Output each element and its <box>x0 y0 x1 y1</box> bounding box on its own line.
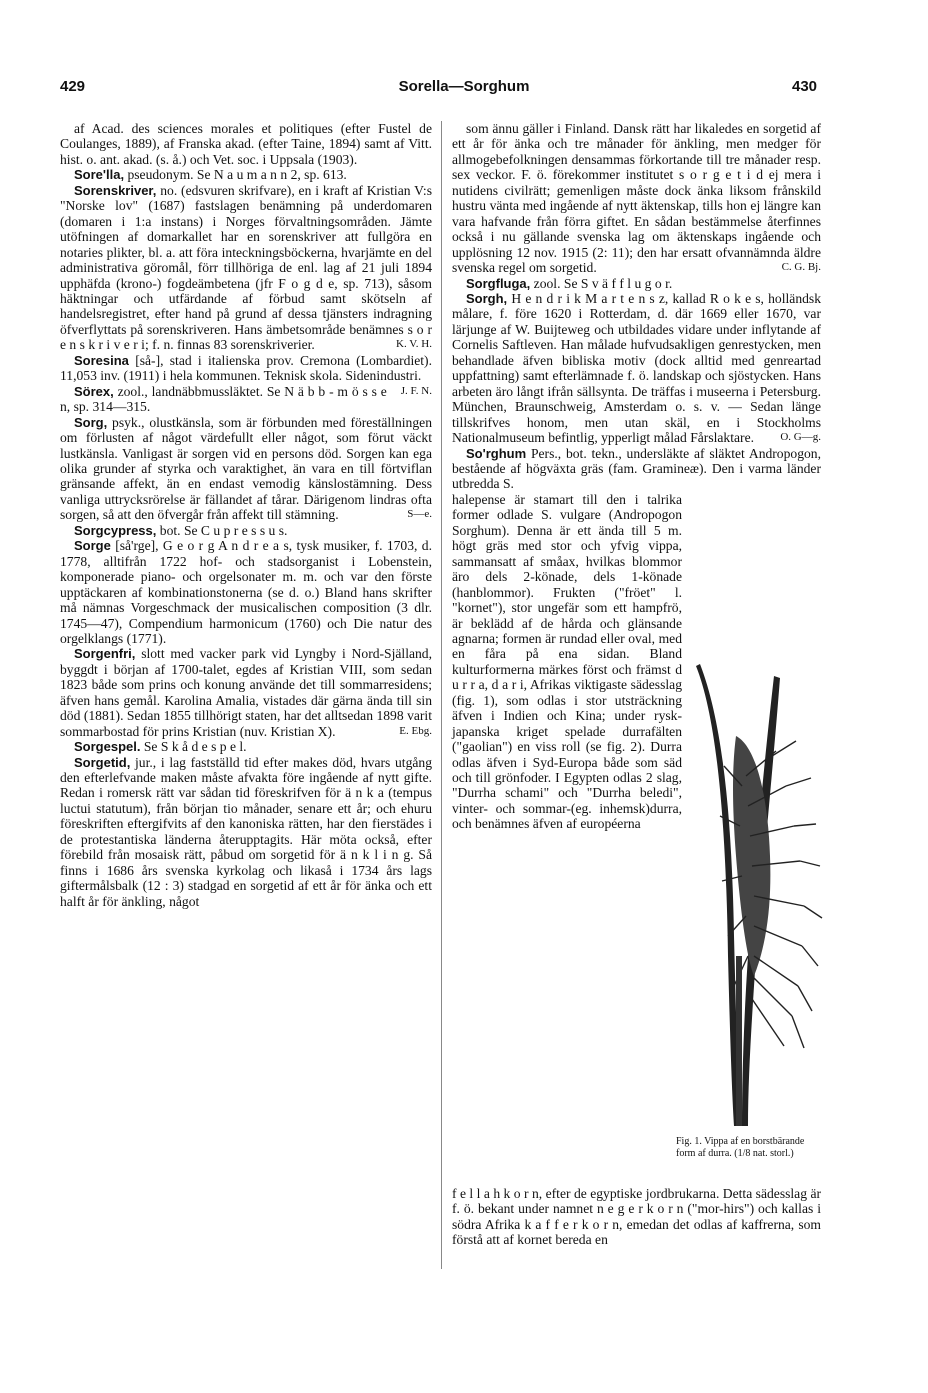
author-signature: C. G. Bj. <box>781 261 821 274</box>
dictionary-entry <box>60 739 432 754</box>
entry-text: zool. Se S v ä f f l u g o r. <box>530 275 673 291</box>
dictionary-entry <box>60 415 432 523</box>
entry-text: som ännu gäller i Finland. Dansk rätt har likaledes en sorgetid af ett år för änka och tre månader för änkling, men medger för allmogebefolkningen densammas förkortande till tre månader resp. sex veckor. F. ö. förekommer institutet s o r g e t i d ej mera i nutidens civilrätt; gemenligen måste dock änka liksom frånskild hustru vänta med ingående af nytt äktenskap, tills hon ej längre kan vara hafvande från förra giftet. En sådan bestämmelse återfinnes också i nu gällande svenska lag om äktenskaps ingående och upplösning 12 nov. 1915 (2: 11); den har ersatt ofvannämnda äldre svenska regel om sorgetid. <box>452 121 821 276</box>
entry-text: Se S k å d e s p e l. <box>140 739 247 755</box>
dictionary-entry <box>60 121 432 167</box>
author-signature: O. G—g. <box>780 431 821 444</box>
dictionary-entry <box>452 291 821 446</box>
sorghum-text-beside-figure: halepense är stamart till den i talrika former odlade S. vulgare (Andropogon Sorghum). Denna är ett ända till 5 m. högt gräs med stor och yfvig vippa, sammansatt af småax, hvilkas blommor äro dels 2-könade, dels 1-könade (hanblommor). Frukten ("fröet" l. "kornet"), stor ungefär som ett hampfrö, är beklädd af de hårda och glänsande agnarna; formen är rundad eller oval, med en fåra på ena sidan. Bland kulturformerna märkes först och främst d u r r a, d a r i, Afrikas viktigaste sädesslag (fig. 1), som odlas i stor utsträckning äfven i Indien och Kina; under rysk-japanska kriget spelade durrafälten ("gaolian") en viss roll (se fig. 2). Durra odlas äfven i Syd-Europa både som säd och till grönfoder. I Egypten odlas 2 slag, "Durrha schami" och "Durrha beledi", vinter- och sommar-(eg. inhemsk)durra, och benämnes äfven af européerna <box>452 491 682 832</box>
headword: Sorgenfri, <box>74 646 136 662</box>
headword: Sorgcypress, <box>74 522 157 538</box>
entry-text: af Acad. des sciences morales et politiques (efter Fustel de Coulanges, 1889), af Franska akad. (efter Taine, 1894) samt af Vitt. hist. o. ant. akad. (s. å.) och Vet. soc. i Uppsala (1903). <box>60 121 432 167</box>
headword: Sörex, <box>74 383 114 399</box>
headword: Sorge <box>74 538 111 554</box>
entry-text: [så'rge], G e o r g A n d r e a s, tysk musiker, f. 1703, d. 1778, alltifrån 1722 hof- och stadsorganist i Lobenstein, komponerade piano- och orgelsonater m. m. och var den förste upptäckaren af kombinationstonerna (se d. o.) Bland hans skrifter må nämnas Vorgeschmack der musicalischen composition (3 dlr. 1745—47), Compendium harmonicum (1760) och Die natur des orgelklangs (1771). <box>60 538 432 646</box>
dictionary-entry <box>60 384 432 415</box>
entry-text: bot. Se C u p r e s s u s. <box>156 522 288 538</box>
dictionary-entry <box>60 755 432 910</box>
headword: So'rghum <box>466 445 527 461</box>
column-divider <box>441 121 442 1269</box>
page-number-right: 430 <box>792 78 818 95</box>
entry-text: Pers., bot. tekn., undersläkte af släktet Andropogon, bestående af högväxta gräs (fam. Gramineæ). Den i varma länder utbredda S. <box>452 445 821 492</box>
entry-text: slott med vacker park vid Lyngby i Nord-Själland, byggdt i början af 1700-talet, egdes af Kristian VIII, som sedan 1823 både som prins och konung använde det till sommarresidens; äfven hans gemål. Karolina Amalia, vistades där gärna ända till sin död (1881). Sedan 1855 tillhörigt staten, har det alltsedan 1898 varit sommarbostad för prins Kristian (nuv. Kristian X). <box>60 646 432 739</box>
right-column-entries <box>452 121 821 446</box>
entry-text: jur., i lag fastställd tid efter makes död, hvars utgång den efterlefvande maken måste afvakta före ingående af nytt gifte. Redan i romersk rätt var sådan tid föreskrifven för ä n k a (tempus luctui statutum), från början tio månader, senare ett år; och ehuru föreskriften eftergifvits af den kanoniska rätten, har den fierstädes i de protestantiska länderna återupptagits. Här möta också, efter förebild från mosaisk rätt, påbud om sorgetid för ä n k l i n g. Så finns i 1686 års svenska kyrkolag och likaså i 1734 års lags giftermålsbalk (12 : 3) stadgad en sorgetid af ett år för änka och ett halft år för änkling, något <box>60 754 432 909</box>
dictionary-entry <box>452 276 821 291</box>
dictionary-entry <box>60 538 432 646</box>
sorghum-text-continued: f e l l a h k o r n, efter de egyptiske jordbrukarna. Detta sädesslag är f. ö. bekant under namnet n e g e r k o r n ("mor-hirs") och kallas i södra Afrika k a f f e r k o r n, emedan det odlas af kaffrerna, som förstå att af kornet bereda en <box>452 1186 821 1248</box>
dictionary-entry <box>452 121 821 276</box>
dictionary-entry <box>60 183 432 353</box>
author-signature: S—e. <box>407 508 432 521</box>
author-signature: E. Ebg. <box>399 724 432 737</box>
headword: Soresina <box>74 352 129 368</box>
headword: Sore'lla, <box>74 167 125 183</box>
author-signature: K. V. H. <box>396 338 432 351</box>
entry-text: H e n d r i k M a r t e n s z, kallad R o k e s, holländsk målare, f. före 1620 i Rotterdam, d. där 1669 eller 1670, var lärjunge af W. Buijteweg och utbildades vidare under inflytande af Cornelis Saftleven. Han målade hufvudsakligen genrestycken, men behandlade äfven bibliska motiv (dock alltid med genreartad uppfattning) samt efterlämnade f. ö. landskap och sjöstycken. Hans arbeten äro långt ifrån sällsynta. De träffas i museerna i Petersburg. München, Braunschweig, Amsterdam o. s. v. — Sedan länge tillskrifves honom, men utan skäl, en i Stockholms Nationalmuseum befintlig, ypperligt målad Fårslaktare. <box>452 290 821 446</box>
running-title: Sorella—Sorghum <box>398 78 530 95</box>
sorghum-panicle-illustration <box>676 656 826 1136</box>
entry-sorghum <box>452 446 821 492</box>
entry-text: pseudonym. Se N a u m a n n 2, sp. 613. <box>124 167 347 183</box>
entry-text: zool., landnäbbmussläktet. Se N ä b b - m ö s s e n, sp. 314—315. <box>60 383 387 415</box>
headword: Sorgetid, <box>74 754 131 770</box>
figure-caption: Fig. 1. Vippa af en borstbärande form af durra. (1/8 nat. storl.) <box>676 1136 805 1159</box>
dictionary-entry <box>60 646 432 739</box>
entry-text: psyk., olustkänsla, som är förbunden med föreställningen om förlusten af något värdefullt eller något, som förut väckt lustkänsla. Vanligast är sorgen vid en persons död. Sorgen kan ega olika grunder af styrka och varaktighet, än vara en till förtviflan gränsande affekt, än en endast vemodig känslostämning. Dess vanliga uttrycksrörelse är fällandet af tårar. Därigenom lindras ofta sorgen, så att den öfvergår från affekt till stämning. <box>60 414 432 523</box>
entry-text: [så-], stad i italienska prov. Cremona (Lombardiet). 11,053 inv. (1911) i hela kommunen. Teknisk skola. Sidenindustri. <box>60 352 432 384</box>
author-signature: J. F. N. <box>400 384 432 397</box>
dictionary-entry <box>60 523 432 538</box>
headword: Sorg, <box>74 414 108 430</box>
headword: Sorgfluga, <box>466 275 531 291</box>
page-number-left: 429 <box>60 78 86 95</box>
left-column <box>60 121 432 909</box>
headword: Sorenskriver, <box>74 182 157 198</box>
headword: Sorgh, <box>466 290 508 306</box>
dictionary-entry <box>60 167 432 182</box>
headword: Sorgespel. <box>74 739 141 755</box>
entry-text: no. (edsvuren skrifvare), en i kraft af Kristian V:s "Norske lov" (1687) fastslagen benämning på underdomaren (domaren i 1:a instans) i Norges förvaltningsområden. Jämte utöfningen af domarkallet har en sorenskriver att fullgöra en notaries plikter, bl. a. att föra inteckningsböckerna, hvarjämte en del administrativa göromål, förr tillhöriga de enl. lag af 21 juli 1894 upphäfda (krono-) fogdeämbetena (jfr F o g d e, sp. 713), såsom häktningar och utfärdande af förbud samt skötseln af handelsregistret, efter hand på grund af dessa tjänsters indragning öfverflyttats på sorenskriveren. Hans ämbetsområde benämnes s o r e n s k r i v e r i; f. n. finnas 83 sorenskriverier. <box>60 182 432 353</box>
